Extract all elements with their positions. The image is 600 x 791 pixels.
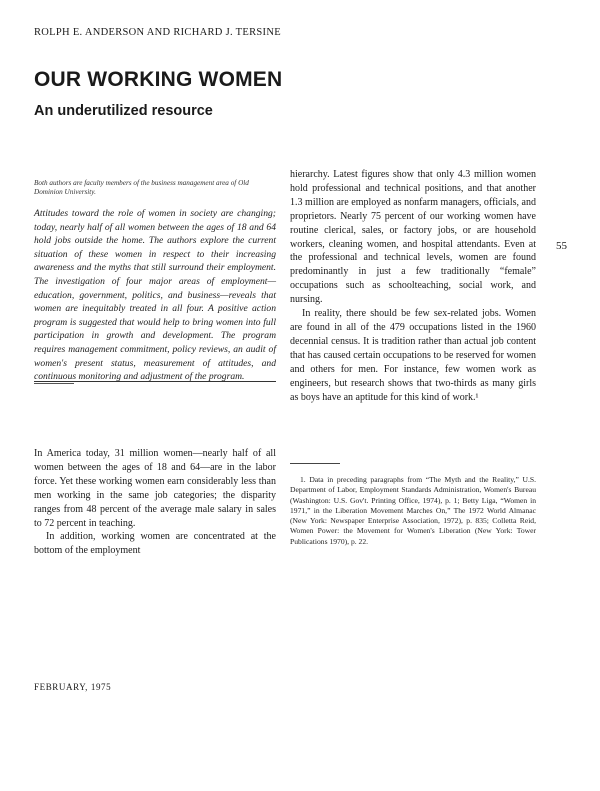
body-right-column [290,168,536,404]
abstract-divider-accent [34,383,74,384]
body-paragraph: hierarchy. Latest figures show that only 4.3 million women hold professional and technical positions, and that another 1.3 million are employed as nonfarm managers, officials, and proprietors. Nearly 75 percent of our working women have routine clerical, sales, or factory jobs, or are household workers, cleaning women, and hospital attendants. Even at the professional and technical levels, women are found predominantly in just a few traditionally “female” occupations such as schoolteaching, social work, and nursing. [290,169,536,306]
page-number: 55 [556,240,567,252]
author-affiliation: Both authors are faculty members of the business management area of Old Dominion University. [34,179,249,196]
body-paragraph: In addition, working women are concentrated at the bottom of the employment [34,531,276,557]
body-paragraph: In America today, 31 million women—nearly half of all women between the ages of 18 and 64—are in the labor force. Yet these working women earn considerably less than men working in the same job categories; the disparity ranges from 48 percent of the average male salary in sales to 72 percent in teaching. [34,448,276,529]
abstract: Attitudes toward the role of women in society are changing; today, nearly half of all women between the ages of 18 and 64 hold jobs outside the home. The authors explore the current situation of these women in respect to their increasing awareness and the myths that still surround their employment. The investigation of four major areas of employment—education, government, politics, and business—reveals that women are inequitably treated in all four. A positive action program is suggested that would help to bring women into full participation in growth and development. The program requires management commitment, policy reviews, an audit of women's present status, measurement of attitudes, and continuous monitoring and adjustment of the program. [34,208,276,383]
body-paragraph: In reality, there should be few sex-related jobs. Women are found in all of the 479 occupations listed in the 1960 decennial census. It is tradition rather than actual job content that has caused certain occupations to be reserved for women and others for men. For instance, few women work as engineers, but research shows that two-thirds as many girls as boys have an aptitude for this kind of work.¹ [290,308,536,403]
page-footer: FEBRUARY, 1975 [34,682,112,692]
body-left-column [34,447,276,558]
abstract-divider [34,381,276,382]
article-subtitle: An underutilized resource [34,103,213,119]
article-title: OUR WORKING WOMEN [34,68,283,91]
footnote: 1. Data in preceding paragraphs from “The Myth and the Reality,” U.S. Department of Labor, Employment Standards Administration, Women's Bureau (Washington: U.S. Gov't. Printing Office, 1974), p. 1; Betty Liga, “Women in 1971,” in the Liberation Movement Marches On,” The 1972 World Almanac (New York: Newspaper Enterprise Association, 1972), p. 835; Colletta Reid, Women Power: the Movement for Women's Liberation (New York: Tower Publications 1970), p. 22. [290,475,536,546]
footnote-divider [290,463,340,464]
authors-line: ROLPH E. ANDERSON AND RICHARD J. TERSINE [34,27,281,38]
